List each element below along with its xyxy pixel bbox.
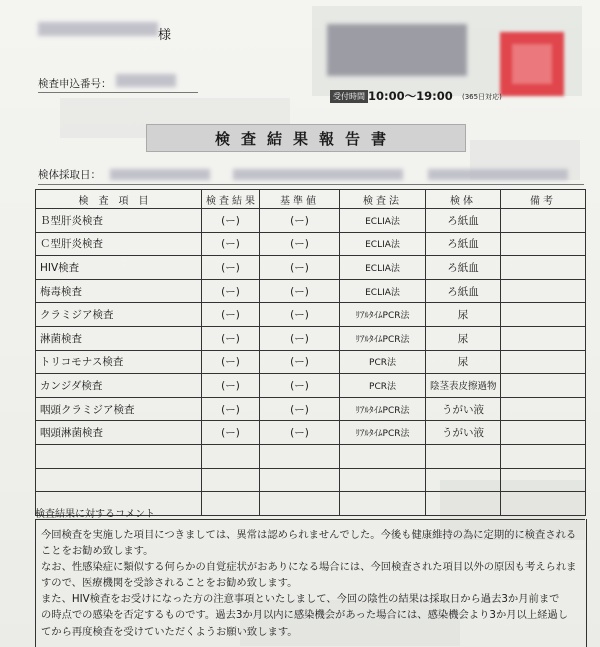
- table-header-row: [36, 190, 586, 209]
- table-row: [36, 279, 586, 303]
- comment-line: また、HIV検査をお受けになった方の注意事項といたしまして、今回の陰性の結果は採取日から過去3か月前まで: [41, 593, 560, 606]
- specimen: ろ紙血: [426, 209, 501, 233]
- business-hours: 10:00～19:00: [368, 89, 453, 103]
- test-result: (ー): [202, 397, 260, 421]
- reference-value: (ー): [260, 350, 340, 374]
- table-row: [36, 374, 586, 398]
- reference-value: [260, 468, 340, 492]
- table-row: [36, 326, 586, 350]
- specimen: ろ紙血: [426, 279, 501, 303]
- test-method: PCR法: [340, 374, 426, 398]
- note: [501, 468, 586, 492]
- column-header-note: 備考: [501, 190, 586, 209]
- reference-value: [260, 492, 340, 516]
- test-result: (ー): [202, 350, 260, 374]
- sample-date-row: [38, 167, 584, 183]
- red-stamp-icon: [500, 32, 564, 96]
- test-item: HIV検査: [36, 256, 202, 280]
- table-row: [36, 232, 586, 256]
- table-row-empty: [36, 444, 586, 468]
- note: [501, 303, 586, 327]
- comment-line: なお、性感染症に類似する何らかの自覚症状がおありになる場合には、今回検査された項目以外の原因も考えられま: [41, 561, 577, 574]
- test-method: ﾘｱﾙﾀｲﾑPCR法: [340, 397, 426, 421]
- table-row: [36, 350, 586, 374]
- redacted-sample-date: [110, 169, 210, 180]
- column-header-specimen: 検体: [426, 190, 501, 209]
- comment-line: の時点での感染を否定するものです。過去3か月以内に感染機会があった場合には、感染機会より3か月以上経過し: [41, 609, 569, 622]
- comment-line: すので、医療機関を受診されることをお勧め致します。: [41, 577, 298, 590]
- test-item: カンジダ検査: [36, 374, 202, 398]
- specimen: [426, 444, 501, 468]
- note: [501, 209, 586, 233]
- note: [501, 374, 586, 398]
- test-result: [202, 492, 260, 516]
- redacted-field: [233, 169, 403, 180]
- test-result: [202, 444, 260, 468]
- test-item: Ｃ型肝炎検査: [36, 232, 202, 256]
- test-item: [36, 468, 202, 492]
- column-header-result: 検査結果: [202, 190, 260, 209]
- reference-value: (ー): [260, 256, 340, 280]
- test-method: ﾘｱﾙﾀｲﾑPCR法: [340, 303, 426, 327]
- specimen: うがい液: [426, 397, 501, 421]
- sample-date-label: 検体採取日：: [38, 169, 101, 181]
- test-method: ECLIA法: [340, 209, 426, 233]
- test-item: 咽頭クラミジア検査: [36, 397, 202, 421]
- reference-value: (ー): [260, 421, 340, 445]
- specimen: 尿: [426, 350, 501, 374]
- comment-heading: 検査結果に対するコメント: [35, 509, 155, 520]
- test-result: (ー): [202, 232, 260, 256]
- test-item: 咽頭淋菌検査: [36, 421, 202, 445]
- test-method: PCR法: [340, 350, 426, 374]
- test-result: (ー): [202, 209, 260, 233]
- note: [501, 350, 586, 374]
- business-hours-note: (365日対応): [462, 93, 502, 101]
- table-row: [36, 256, 586, 280]
- table-row: [36, 303, 586, 327]
- test-item: 梅毒検査: [36, 279, 202, 303]
- reference-value: (ー): [260, 397, 340, 421]
- page-title: 検査結果報告書: [146, 124, 466, 152]
- test-result: (ー): [202, 279, 260, 303]
- table-row: [36, 209, 586, 233]
- honorific: 様: [158, 28, 172, 43]
- test-method: [340, 492, 426, 516]
- comment-line: 今回検査を実施した項目につきましては、異常は認められませんでした。今後も健康維持の為に定期的に検査される: [41, 529, 577, 541]
- reference-value: (ー): [260, 303, 340, 327]
- specimen: 陰茎表皮擦過物: [426, 374, 501, 398]
- test-item: 淋菌検査: [36, 326, 202, 350]
- test-item: クラミジア検査: [36, 303, 202, 327]
- test-result: (ー): [202, 303, 260, 327]
- redacted-field: [428, 169, 568, 180]
- test-method: [340, 468, 426, 492]
- specimen: 尿: [426, 303, 501, 327]
- column-header-method: 検査法: [340, 190, 426, 209]
- specimen: [426, 468, 501, 492]
- column-header-reference: 基準値: [260, 190, 340, 209]
- redacted-customer-name: [38, 22, 158, 36]
- reference-value: (ー): [260, 374, 340, 398]
- specimen: ろ紙血: [426, 232, 501, 256]
- test-item: [36, 444, 202, 468]
- note: [501, 397, 586, 421]
- test-method: ECLIA法: [340, 256, 426, 280]
- test-result: (ー): [202, 326, 260, 350]
- note: [501, 279, 586, 303]
- application-number-label: 検査申込番号：: [38, 78, 112, 90]
- test-method: ﾘｱﾙﾀｲﾑPCR法: [340, 421, 426, 445]
- test-method: ECLIA法: [340, 232, 426, 256]
- hours-tag: 受付時間: [330, 90, 368, 103]
- test-result: (ー): [202, 374, 260, 398]
- test-item: Ｂ型肝炎検査: [36, 209, 202, 233]
- test-method: [340, 444, 426, 468]
- sample-date-underline: [38, 184, 584, 185]
- specimen: [426, 492, 501, 516]
- test-result: (ー): [202, 256, 260, 280]
- reference-value: (ー): [260, 209, 340, 233]
- table-row: [36, 421, 586, 445]
- specimen: ろ紙血: [426, 256, 501, 280]
- comment-line: てから再度検査を受けていただくようお願い致します。: [41, 625, 298, 638]
- comment-line: ことをお勧め致します。: [41, 545, 154, 558]
- note: [501, 232, 586, 256]
- table-row: [36, 397, 586, 421]
- test-item: トリコモナス検査: [36, 350, 202, 374]
- note: [501, 444, 586, 468]
- comment-body: [41, 527, 581, 640]
- redacted-company-logo: [327, 24, 467, 76]
- note: [501, 492, 586, 516]
- note: [501, 256, 586, 280]
- reference-value: (ー): [260, 326, 340, 350]
- specimen: うがい液: [426, 421, 501, 445]
- reference-value: (ー): [260, 279, 340, 303]
- redacted-application-number: [116, 74, 176, 87]
- note: [501, 326, 586, 350]
- test-method: ECLIA法: [340, 279, 426, 303]
- application-underline: [38, 92, 198, 93]
- reference-value: [260, 444, 340, 468]
- test-result: [202, 468, 260, 492]
- reference-value: (ー): [260, 232, 340, 256]
- note: [501, 421, 586, 445]
- table-row-empty: [36, 468, 586, 492]
- results-table: [35, 189, 586, 516]
- column-header-item: 検査項目: [36, 190, 202, 209]
- test-method: ﾘｱﾙﾀｲﾑPCR法: [340, 326, 426, 350]
- specimen: 尿: [426, 326, 501, 350]
- test-result: (ー): [202, 421, 260, 445]
